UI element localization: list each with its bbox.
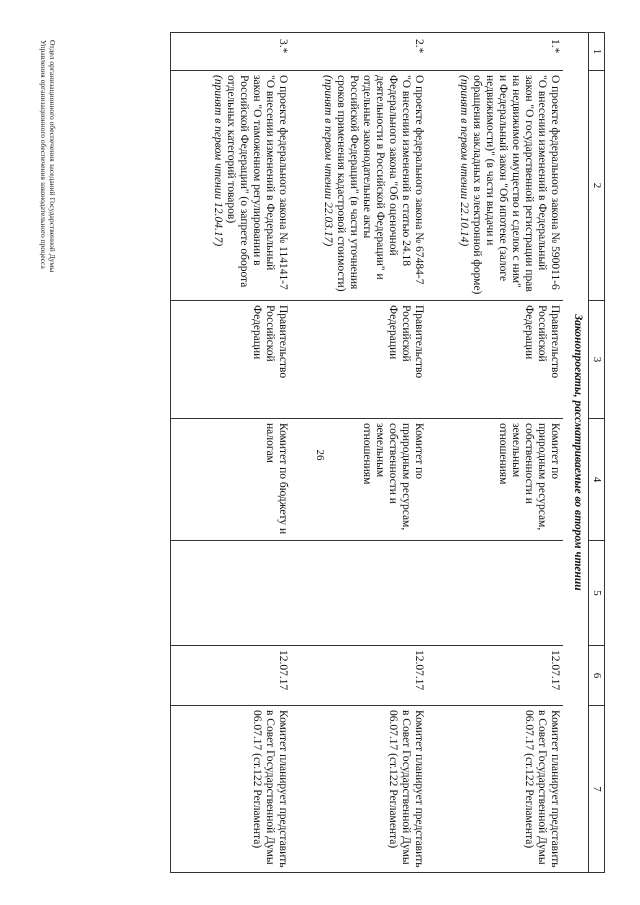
header-row — [589, 33, 605, 873]
bill-title: О проекте федерального закона № 590011-6 "О внесении изменений в Федеральный закон "О государственной регистрации прав на недвижимое имущество и сделок с ним" и Федеральный закон "Об ипотеке (залоге недвижимости)" (в части выдачи и обращения закладных в электронной форме) — [471, 75, 561, 295]
footer-line: Управления организационного обеспечения законодательного процесса — [39, 40, 48, 269]
section-row — [563, 33, 589, 873]
footer-note — [39, 40, 57, 272]
bill-title: О проекте федерального закона № 67484-7 "О внесении изменений в статью 24.18 Федерального закона "Об оценочной деятельности в Российской Федерации" и отдельные законодательные акты Российской Федерации" (в части уточнения сроков применения кадастровой стоимости) — [335, 75, 425, 292]
bill-reading-note: (принят в первом чтении 22.10.14) — [458, 75, 470, 247]
remark-cell: Комитет планирует представить в Совет Государственной Думы 06.07.17 (ст.122 Регламента) — [427, 706, 563, 873]
column-5-cell — [291, 541, 427, 646]
responsible-committee: Комитет по природным ресурсам, собственности и земельным отношениям — [291, 419, 427, 541]
date-cell: 12.07.17 — [427, 646, 563, 706]
responsible-committee: Комитет по бюджету и налогам — [171, 419, 291, 541]
initiator: Правительство Российской Федерации — [171, 301, 291, 419]
column-5-cell — [427, 541, 563, 646]
initiator: Правительство Российской Федерации — [291, 301, 427, 419]
column-header: 6 — [589, 646, 605, 706]
responsible-committee: Комитет по природным ресурсам, собственности и земельным отношениям — [427, 419, 563, 541]
table-row — [427, 33, 563, 873]
bill-reading-note: (принят в первом чтении 22.03.17) — [322, 75, 334, 247]
agenda-table — [171, 32, 606, 873]
column-header: 4 — [589, 419, 605, 541]
table-row — [291, 33, 427, 873]
section-title: Законопроекты, рассматриваемые во втором чтении — [563, 33, 589, 873]
row-number: 2.* — [291, 33, 427, 71]
column-header: 3 — [589, 301, 605, 419]
bill-cell — [427, 71, 563, 301]
page-number: 26 — [314, 449, 326, 461]
footer-line: Отдел организационного обеспечения заседаний Государственной Думы — [48, 40, 57, 273]
column-header: 7 — [589, 706, 605, 873]
column-5-cell — [171, 541, 291, 646]
bill-title: О проекте федерального закона № 114141-7 "О внесении изменений в Федеральный закон "О таможенном регулировании в Российской Федерации" (о запрете оборота отдельных категорий товаров) — [225, 75, 289, 290]
remark-cell: Комитет планирует представить в Совет Государственной Думы 06.07.17 (ст.122 Регламента) — [171, 706, 291, 873]
initiator: Правительство Российской Федерации — [427, 301, 563, 419]
row-number: 1.* — [427, 33, 563, 71]
row-number: 3.* — [171, 33, 291, 71]
remark-cell: Комитет планирует представить в Совет Государственной Думы 06.07.17 (ст.122 Регламента) — [291, 706, 427, 873]
column-header: 5 — [589, 541, 605, 646]
bill-cell — [171, 71, 291, 301]
column-header: 2 — [589, 71, 605, 301]
date-cell: 12.07.17 — [291, 646, 427, 706]
bill-reading-note: (принят в первом чтении 12.04.17) — [212, 75, 224, 247]
column-header: 1 — [589, 33, 605, 71]
bill-cell — [291, 71, 427, 301]
rotated-sheet — [30, 32, 605, 872]
table-row — [171, 33, 291, 873]
date-cell: 12.07.17 — [171, 646, 291, 706]
